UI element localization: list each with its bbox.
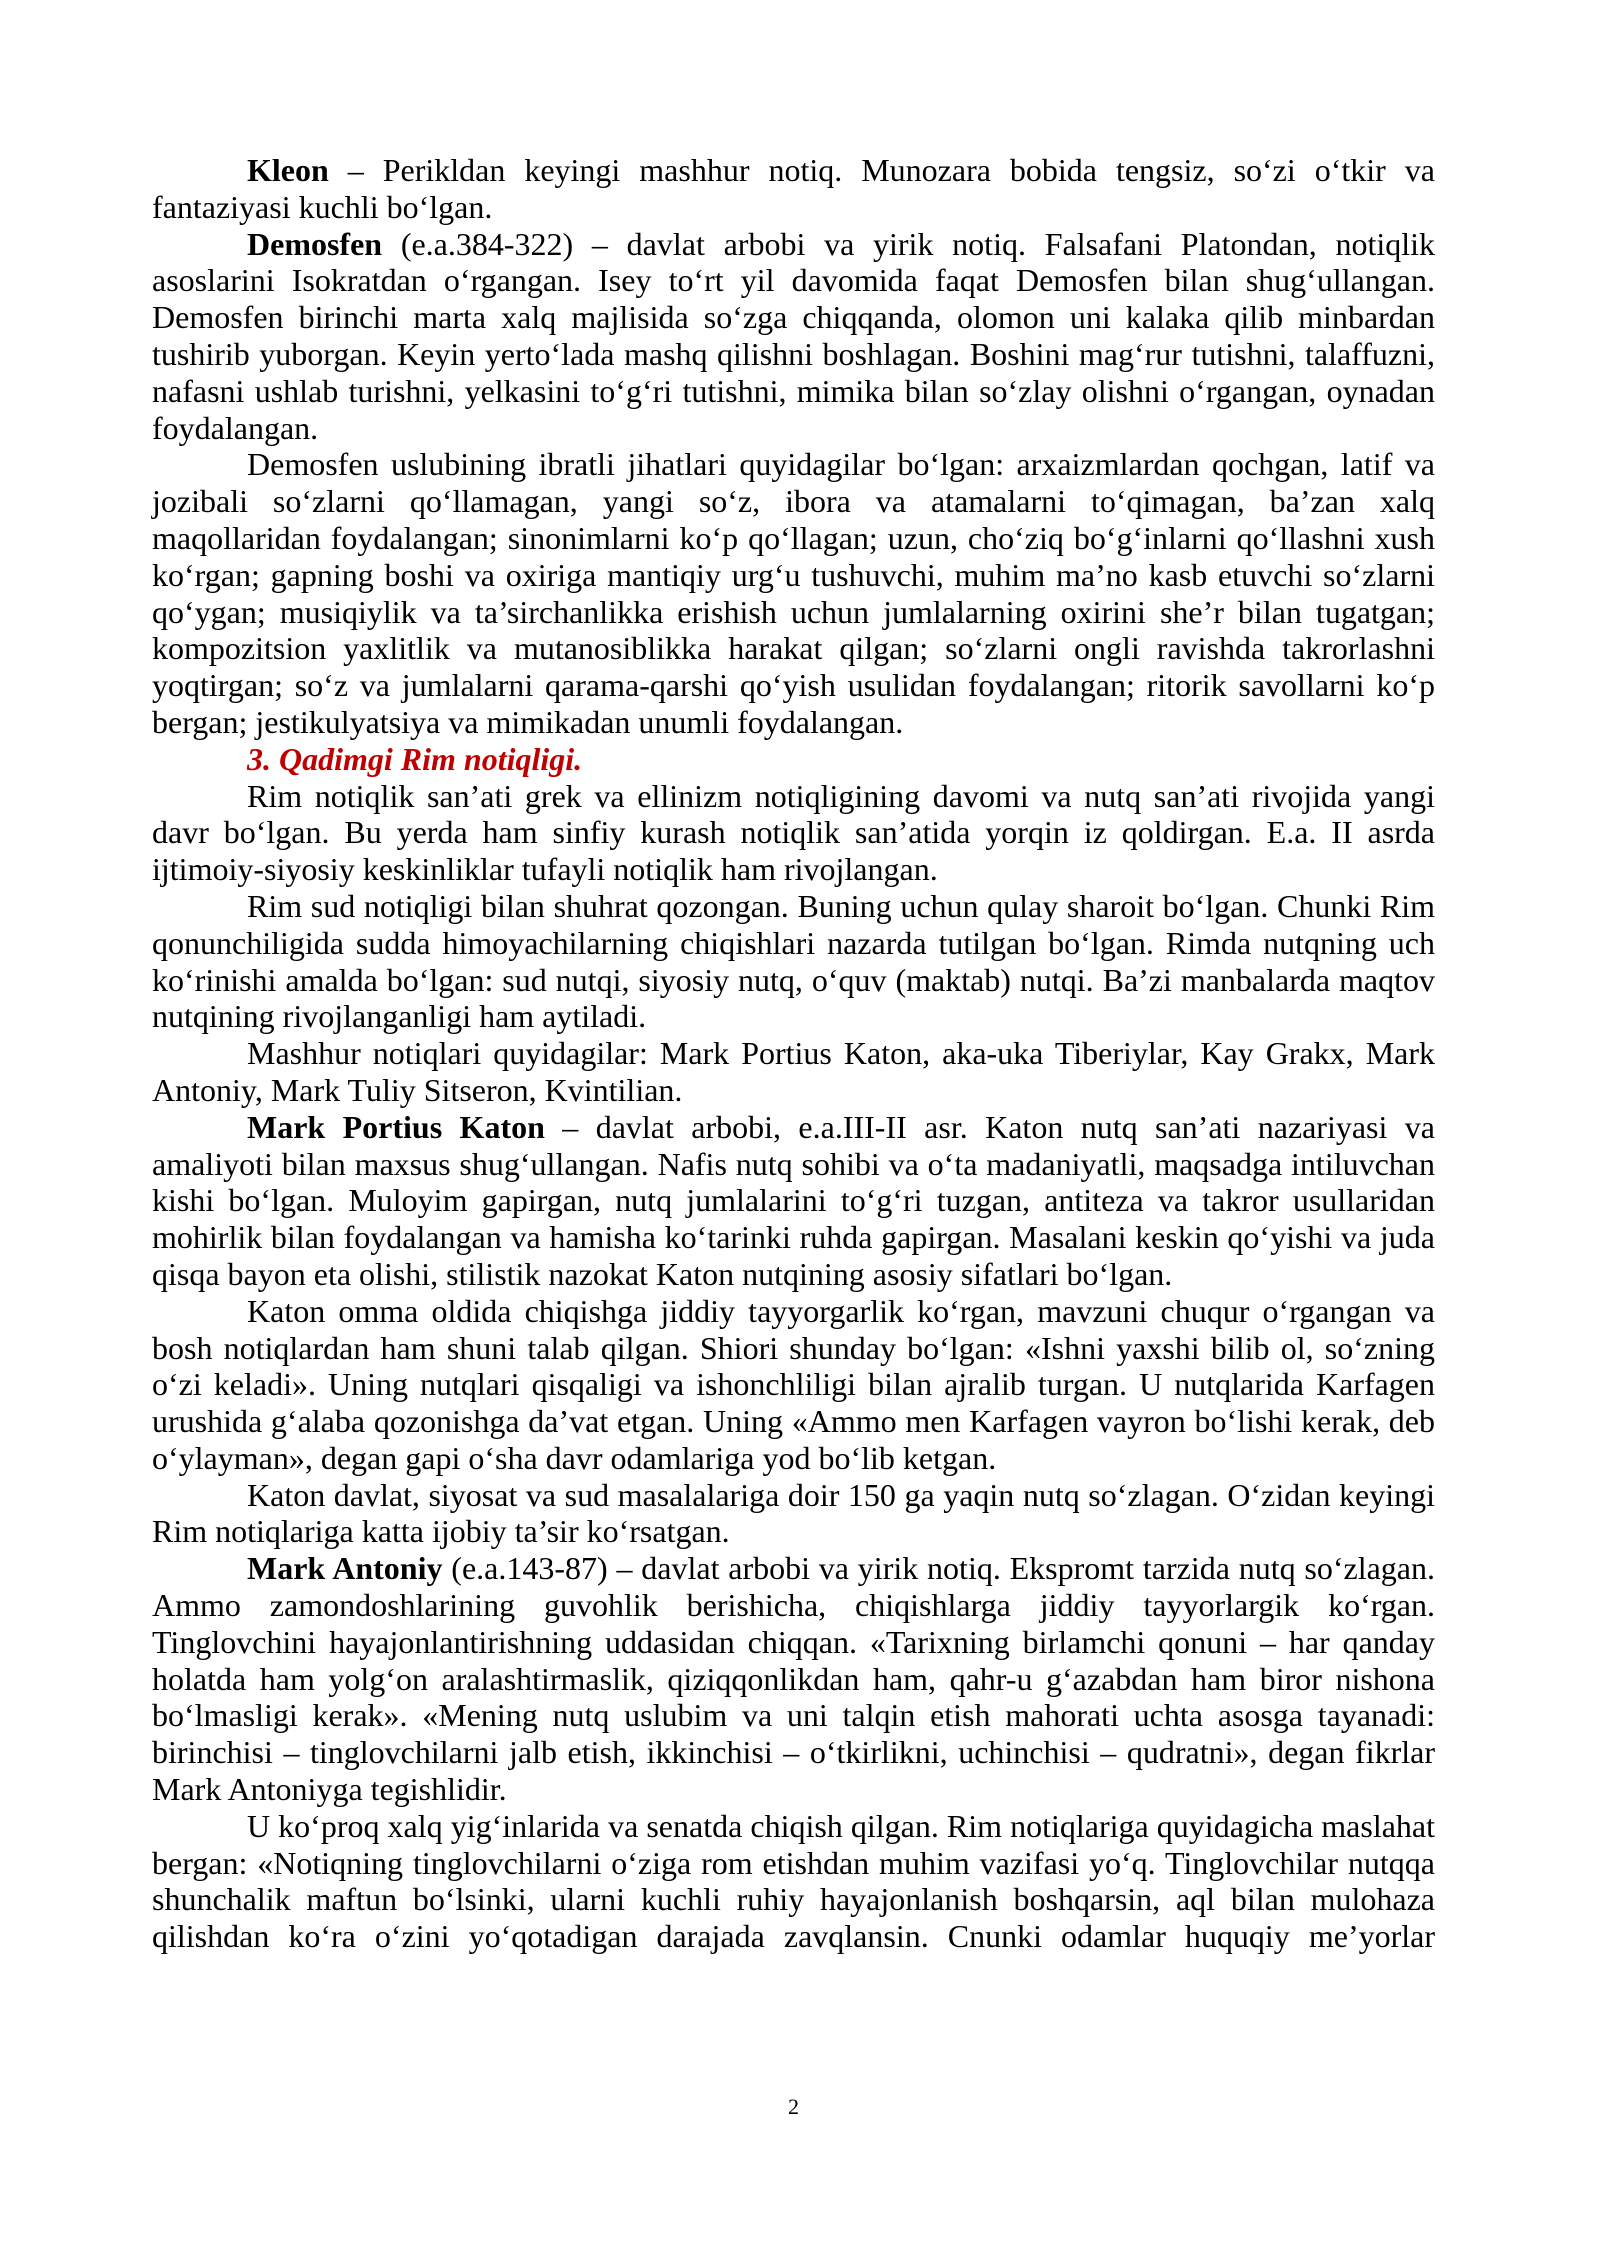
text-run: – davlat arbobi, e.a.III-II asr. Katon nutq san’ati nazariyasi va <box>544 1108 1435 1145</box>
text-line: Rim notiqlik san’ati grek va ellinizm notiqligining davomi va nutq san’ati rivojida yangi <box>247 777 1435 814</box>
text-line: fantaziyasi kuchli bo‘lgan. <box>152 188 493 225</box>
paragraph <box>152 1109 1435 1293</box>
text-run: (e.a.143-87) – davlat arbobi va yirik notiq. Ekspromt tarzida nutq so‘zlagan. <box>442 1550 1436 1587</box>
page-number: 2 <box>788 2094 799 2119</box>
text-line: bergan; jestikulyatsiya va mimikadan unumli foydalangan. <box>152 703 904 740</box>
text-run: – Perikldan keyingi mashhur notiq. Munozara bobida tengsiz, so‘zi o‘tkir va <box>328 152 1435 188</box>
text-line: nafasni ushlab turishni, yelkasini to‘g‘ri tutishni, mimika bilan so‘zlay olishni o‘rgangan, oynadan <box>152 372 1435 409</box>
text-line: ijtimoiy-siyosiy keskinliklar tufayli notiqlik ham rivojlangan. <box>152 851 938 888</box>
text-line: kishi bo‘lgan. Muloyim gapirgan, nutq jumlalarini to‘g‘ri tuzgan, antiteza va takror usullaridan <box>152 1182 1435 1219</box>
text-line: Katon omma oldida chiqishga jiddiy tayyorgarlik ko‘rgan, mavzuni chuqur o‘rgangan va <box>247 1292 1435 1329</box>
text-line: Rim notiqlariga katta ijobiy ta’sir ko‘rsatgan. <box>152 1513 730 1550</box>
text-line: urushida g‘alaba qozonishga da’vat etgan. Uning «Ammo men Karfagen vayron bo‘lishi kerak, deb <box>152 1403 1435 1440</box>
text-line: amaliyoti bilan maxsus shug‘ullangan. Nafis nutq sohibi va o‘ta madaniyatli, maqsadga intiluvchan <box>152 1145 1435 1182</box>
text-line: shunchalik maftun bo‘lsinki, ularni kuchli ruhiy hayajonlanish boshqarsin, aql bilan mulohaza <box>152 1881 1435 1918</box>
text-line <box>152 1109 1435 1146</box>
text-line: bergan: «Notiqning tinglovchilarni o‘ziga rom etishdan muhim vazifasi yo‘q. Tinglovchilar nutqqa <box>152 1844 1435 1881</box>
text-run: (e.a.384-322) – davlat arbobi va yirik notiq. Falsafani Platondan, notiqlik <box>382 225 1435 262</box>
text-line: birinchisi – tinglovchilarni jalb etish, ikkinchisi – o‘tkirlikni, uchinchisi – qudratni», degan fikrlar <box>152 1734 1435 1771</box>
paragraph <box>152 1808 1435 1955</box>
paragraph <box>152 888 1435 1035</box>
text-line: o‘ylayman», degan gapi o‘sha davr odamlariga yod bo‘lib ketgan. <box>152 1439 997 1476</box>
orator-name: Mark Portius Katon <box>247 1108 545 1145</box>
paragraph <box>152 778 1435 888</box>
text-line <box>152 1550 1435 1587</box>
text-line: Rim sud notiqligi bilan shuhrat qozongan. Buning uchun qulay sharoit bo‘lgan. Chunki Rim <box>247 887 1435 924</box>
text-line: foydalangan. <box>152 409 319 446</box>
text-line <box>152 152 1435 189</box>
text-line: maqollaridan foydalangan; sinonimlarni ko‘p qo‘llagan; uzun, cho‘ziq bo‘g‘inlarni qo‘llashni xush <box>152 519 1435 556</box>
text-line: qisqa bayon eta olishi, stilistik nazokat Katon nutqining asosiy sifatlari bo‘lgan. <box>152 1255 1173 1292</box>
text-line: Katon davlat, siyosat va sud masalalariga doir 150 ga yaqin nutq so‘zlagan. O‘zidan keyingi <box>247 1476 1435 1513</box>
text-line: mohirlik bilan foydalangan va hamisha ko‘tarinki ruhda gapirgan. Masalani keskin qo‘yishi va juda <box>152 1219 1435 1256</box>
document-body <box>152 152 1435 1955</box>
paragraph <box>152 1293 1435 1477</box>
text-line: ko‘rgan; gapning boshi va oxiriga mantiqiy urg‘u tushuvchi, muhim ma’no kasb etuvchi so‘zlarni <box>152 556 1435 593</box>
orator-name: Kleon <box>247 152 329 188</box>
text-line: U ko‘proq xalq yig‘inlarida va senatda chiqish qilgan. Rim notiqlariga quyidagicha maslahat <box>247 1807 1435 1844</box>
text-line: Demosfen uslubining ibratli jihatlari quyidagilar bo‘lgan: arxaizmlardan qochgan, latif va <box>247 446 1435 483</box>
text-line: bo‘lmasligi kerak». «Mening nutq uslubim va uni talqin etish mahorati uchta asosga tayanadi: <box>152 1697 1435 1734</box>
text-line: yoqtirgan; so‘z va jumlalarni qarama-qarshi qo‘yish usulidan foydalangan; ritorik savollarni ko‘p <box>152 667 1435 704</box>
text-line: ko‘rinishi amalda bo‘lgan: sud nutqi, siyosiy nutq, o‘quv (maktab) nutqi. Ba’zi manbalarda maqtov <box>152 961 1435 998</box>
text-line: Ammo zamondoshlarining guvohlik berishicha, chiqishlarga jiddiy tayyorlargik ko‘rgan. <box>152 1587 1435 1624</box>
text-line <box>152 226 1435 263</box>
text-line: Tinglovchini hayajonlantirishning uddasidan chiqqan. «Tarixning birlamchi qonuni – har qanday <box>152 1623 1435 1660</box>
paragraph <box>152 1477 1435 1551</box>
text-line: asoslarini Isokratdan o‘rgangan. Isey to‘rt yil davomida faqat Demosfen bilan shug‘ullangan. <box>152 262 1435 299</box>
text-line <box>152 741 1435 778</box>
text-line: jozibali so‘zlarni qo‘llamagan, yangi so‘z, ibora va atamalarni to‘qimagan, ba’zan xalq <box>152 483 1435 520</box>
paragraph <box>152 1550 1435 1808</box>
paragraph <box>152 152 1435 226</box>
text-line: Demosfen birinchi marta xalq majlisida so‘zga chiqqanda, olomon uni kalaka qilib minbardan <box>152 299 1435 336</box>
paragraph <box>152 226 1435 447</box>
text-line: Mashhur notiqlari quyidagilar: Mark Portius Katon, aka-uka Tiberiylar, Kay Grakx, Mark <box>247 1035 1435 1072</box>
text-line: Antoniy, Mark Tuliy Sitseron, Kvintilian. <box>152 1071 683 1108</box>
paragraph <box>152 1035 1435 1109</box>
text-line: qonunchiligida sudda himoyachilarning chiqishlari nazarda tutilgan bo‘lgan. Rimda nutqning uch <box>152 924 1435 961</box>
text-line: Mark Antoniyga tegishlidir. <box>152 1771 507 1808</box>
text-line: qilishdan ko‘ra o‘zini yo‘qotadigan darajada zavqlansin. Cnunki odamlar huquqiy me’yorlar <box>152 1918 1435 1955</box>
orator-name: Mark Antoniy <box>247 1550 443 1587</box>
text-line: davr bo‘lgan. Bu yerda ham sinfiy kurash notiqlik san’atida yorqin iz qoldirgan. E.a. II asrda <box>152 814 1435 851</box>
text-line: bosh notiqlardan ham shuni talab qilgan. Shiori shunday bo‘lgan: «Ishni yaxshi bilib ol, so‘zning <box>152 1329 1435 1366</box>
text-line: nutqining rivojlanganligi ham aytiladi. <box>152 998 647 1035</box>
text-line: qo‘ygan; musiqiylik va ta’sirchanlikka erishish uchun jumlalarning oxirini she’r bilan tugatgan; <box>152 593 1435 630</box>
text-line: tushirib yuborgan. Keyin yerto‘lada mashq qilishni boshlagan. Boshini mag‘rur tutishni, talaffuzni, <box>152 335 1435 372</box>
text-line: o‘zi keladi». Uning nutqlari qisqaligi va ishonchliligi bilan ajralib turgan. U nutqlarida Karfagen <box>152 1366 1435 1403</box>
paragraph <box>152 446 1435 740</box>
orator-name: Demosfen <box>247 225 383 262</box>
text-line: holatda ham yolg‘on aralashtirmaslik, qiziqqonlikdan ham, qahr-u g‘azabdan ham biror nishona <box>152 1660 1435 1697</box>
section-heading <box>152 741 1435 778</box>
section-heading-text: 3. Qadimgi Rim notiqligi. <box>247 740 583 777</box>
text-line: kompozitsion yaxlitlik va mutanosiblikka harakat qilgan; so‘zlarni ongli ravishda takrorlashni <box>152 630 1435 667</box>
